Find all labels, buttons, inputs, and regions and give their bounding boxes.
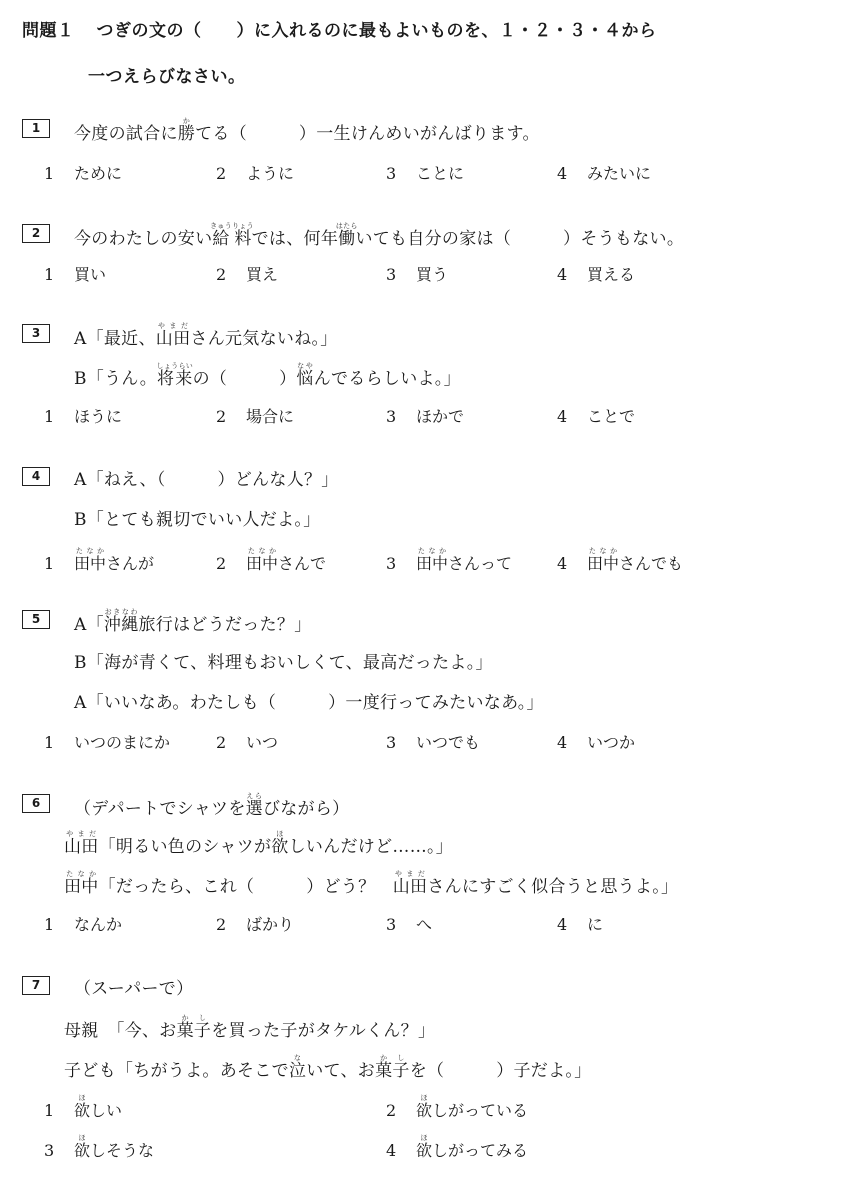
option-text: しそうな	[90, 1141, 155, 1160]
option-4[interactable]: 4 いつか	[557, 733, 636, 752]
ruby-text: やまだ	[392, 870, 428, 878]
option-3[interactable]: 3 ほかで	[386, 407, 465, 426]
question-line	[64, 830, 453, 857]
text: 旅行はどうだった？」	[138, 615, 312, 635]
question-line: A「いいなあ。わたしも（ ）一度行ってみたいなあ。」	[74, 693, 544, 713]
text: さんにすごく似合うと思うよ。」	[427, 877, 679, 897]
ruby: 田中たなか	[74, 547, 107, 573]
option-text: しい	[90, 1101, 123, 1120]
option-text: ほうに	[74, 407, 123, 426]
option-1[interactable]: 1 田中たなかさんが	[44, 547, 155, 573]
option-text: 買える	[587, 265, 636, 284]
ruby	[176, 1014, 212, 1041]
option-4[interactable]: 4 欲ほしがってみる	[386, 1134, 529, 1160]
ruby-text: ほ	[271, 830, 289, 838]
ruby-text: はたら	[335, 222, 358, 230]
text: A「	[74, 615, 104, 635]
ruby-text: なや	[296, 362, 314, 370]
option-1[interactable]: 1 いつのまにか	[44, 733, 171, 752]
option-text: に	[587, 915, 604, 934]
ruby-text: たなか	[587, 547, 619, 555]
option-3[interactable]: 3 欲ほしそうな	[44, 1134, 155, 1160]
ruby-base: 田中	[64, 877, 99, 897]
options	[22, 730, 822, 754]
ruby	[210, 222, 254, 249]
option-1[interactable]: 1 ほうに	[44, 407, 123, 426]
question-number: 6	[22, 794, 50, 813]
option-1[interactable]: 1 欲ほしい	[44, 1094, 123, 1120]
ruby-text: たなか	[416, 547, 448, 555]
option-text: 場合に	[246, 407, 295, 426]
option-4[interactable]: 4 田中たなかさんでも	[557, 547, 684, 573]
options	[22, 547, 822, 571]
ruby-base: 山田	[64, 837, 99, 857]
option-2[interactable]: 2 買え	[216, 265, 279, 284]
option-2[interactable]: 2 いつ	[216, 733, 279, 752]
ruby-text: な	[288, 1054, 307, 1062]
ruby-base: 山田	[155, 329, 191, 349]
ruby	[271, 830, 289, 857]
question-number: 2	[22, 224, 50, 243]
option-text: いつでも	[416, 733, 481, 752]
option-text: ことに	[416, 164, 465, 183]
ruby	[156, 362, 194, 389]
option-text: いつか	[587, 733, 636, 752]
question-line	[74, 322, 338, 349]
question-line: B「とても親切でいい人だよ。」	[74, 510, 321, 530]
ruby-text: ほ	[416, 1094, 432, 1102]
ruby: 田中たなか	[587, 547, 620, 573]
text: びながら）	[262, 799, 350, 819]
options	[22, 912, 822, 936]
question-line	[64, 870, 678, 897]
option-text: しがってみる	[432, 1141, 529, 1160]
ruby-text: やまだ	[155, 322, 191, 330]
instruction-text: つぎの文の（ ）に入れるのに最もよいものを、１・２・３・４から	[96, 21, 657, 41]
text: しいんだけど……。」	[288, 837, 454, 857]
ruby-base: 欲	[271, 837, 289, 857]
text: 子ども「ちがうよ。あそこで	[64, 1061, 289, 1081]
option-4[interactable]: 4 に	[557, 915, 604, 934]
ruby: 田中たなか	[416, 547, 449, 573]
option-text: 買う	[416, 265, 449, 284]
options	[22, 404, 822, 428]
option-3[interactable]: 3 田中たなかさんって	[386, 547, 513, 573]
option-text: ことで	[587, 407, 636, 426]
option-2[interactable]: 2 欲ほしがっている	[386, 1094, 529, 1120]
ruby-base: 沖縄	[103, 615, 139, 635]
option-1[interactable]: 1 ために	[44, 164, 123, 183]
ruby-base: 働	[335, 229, 358, 249]
question-number: 3	[22, 324, 50, 343]
option-2[interactable]: 2 ように	[216, 164, 295, 183]
option-3[interactable]: 3 ことに	[386, 164, 465, 183]
ruby-base: 勝	[177, 124, 196, 144]
ruby-text: かし	[375, 1054, 410, 1062]
ruby: 欲ほ	[416, 1094, 433, 1120]
option-2[interactable]: 2 田中たなかさんで	[216, 547, 327, 573]
option-text: いつ	[246, 733, 279, 752]
text: 今のわたしの安い	[74, 229, 213, 249]
ruby	[155, 322, 191, 349]
options	[22, 161, 822, 185]
text: では、何年	[251, 229, 339, 249]
ruby	[245, 792, 263, 819]
ruby	[392, 870, 428, 897]
text: いても自分の家は（ ）そうもない。	[355, 229, 685, 249]
option-text: ばかり	[246, 915, 295, 934]
ruby-text: ほ	[74, 1094, 90, 1102]
text: んでるらしいよ。」	[313, 369, 461, 389]
ruby	[375, 1054, 410, 1081]
text: さん元気ないね。」	[190, 329, 338, 349]
text: A「最近、	[74, 329, 156, 349]
question-line	[74, 792, 349, 819]
ruby	[288, 1054, 307, 1081]
option-text: ように	[246, 164, 295, 183]
option-text: へ	[416, 915, 433, 934]
ruby-text: たなか	[246, 547, 278, 555]
ruby-base: 将来	[156, 369, 194, 389]
text: 「だったら、これ（ ）どう？	[98, 877, 393, 897]
question-number: 5	[22, 610, 50, 629]
question-line	[74, 608, 312, 635]
option-2[interactable]: 2 場合に	[216, 407, 295, 426]
ruby	[64, 830, 99, 857]
ruby-text: やまだ	[64, 830, 99, 838]
options	[22, 1094, 822, 1118]
option-text: しがっている	[432, 1101, 529, 1120]
ruby: 欲ほ	[74, 1134, 91, 1160]
question-line: B「海が青くて、料理もおいしくて、最高だったよ。」	[74, 653, 493, 673]
problem-label: 問題１	[22, 21, 75, 41]
text: （デパートでシャツを	[74, 799, 246, 819]
question-number: 7	[22, 976, 50, 995]
option-1[interactable]: 1 なんか	[44, 915, 123, 934]
option-4[interactable]: 4 ことで	[557, 407, 636, 426]
option-3[interactable]: 3 いつでも	[386, 733, 481, 752]
text: B「うん。	[74, 369, 158, 389]
ruby-text: えら	[245, 792, 263, 800]
ruby-text: か	[177, 117, 196, 125]
text: 母親 「今、お	[64, 1021, 177, 1041]
ruby: 欲ほ	[74, 1094, 91, 1120]
text: 「明るい色のシャツが	[98, 837, 272, 857]
ruby	[64, 870, 99, 897]
question-line	[74, 362, 461, 389]
text: の（ ）	[192, 369, 297, 389]
ruby-text: きゅうりょう	[210, 222, 254, 230]
option-text: さんでも	[619, 554, 684, 573]
text: を買った子がタケルくん？」	[211, 1021, 436, 1041]
option-text: さんで	[278, 554, 327, 573]
option-2[interactable]: 2 ばかり	[216, 915, 295, 934]
ruby	[177, 117, 196, 144]
question-line: （スーパーで）	[74, 979, 194, 999]
ruby-text: しょうらい	[156, 362, 194, 370]
option-3[interactable]: 3 買う	[386, 265, 449, 284]
ruby-base: 菓子	[176, 1021, 212, 1041]
ruby-base: 給料	[210, 229, 254, 249]
question-line	[74, 117, 540, 144]
option-3[interactable]: 3 へ	[386, 915, 433, 934]
option-text: ほかで	[416, 407, 465, 426]
ruby-text: ほ	[416, 1134, 432, 1142]
ruby	[335, 222, 358, 249]
ruby-base: 菓子	[375, 1061, 410, 1081]
ruby-text: かし	[176, 1014, 212, 1022]
instruction-line-1	[22, 16, 657, 41]
option-text: さんって	[448, 554, 513, 573]
ruby	[103, 608, 139, 635]
ruby-base: 泣	[288, 1061, 307, 1081]
text: 今度の試合に	[74, 124, 178, 144]
option-text: さんが	[106, 554, 155, 573]
option-text: なんか	[74, 915, 123, 934]
option-text: ために	[74, 164, 123, 183]
question-number: 4	[22, 467, 50, 486]
ruby	[296, 362, 314, 389]
option-4[interactable]: 4 買える	[557, 265, 636, 284]
ruby-text: ほ	[74, 1134, 90, 1142]
ruby-text: おきなわ	[103, 608, 139, 616]
ruby-text: たなか	[64, 870, 99, 878]
options	[22, 262, 822, 286]
option-1[interactable]: 1 買い	[44, 265, 107, 284]
instruction-line-2: 一つえらびなさい。	[88, 67, 246, 87]
option-text: みたいに	[587, 164, 652, 183]
ruby: 田中たなか	[246, 547, 279, 573]
text: てる（ ）一生けんめいがんばります。	[195, 124, 540, 144]
question-line	[74, 222, 684, 249]
ruby: 欲ほ	[416, 1134, 433, 1160]
ruby-base: 山田	[392, 877, 428, 897]
ruby-base: 選	[245, 799, 263, 819]
question-line: A「ねえ、（ ）どんな人？」	[74, 470, 339, 490]
option-text: いつのまにか	[74, 733, 171, 752]
ruby-base: 悩	[296, 369, 314, 389]
options	[22, 1134, 822, 1158]
text: いて、お	[306, 1061, 376, 1081]
text: を（ ）子だよ。」	[409, 1061, 592, 1081]
question-number: 1	[22, 119, 50, 138]
question-line	[64, 1014, 435, 1041]
option-text: 買い	[74, 265, 107, 284]
option-text: 買え	[246, 265, 279, 284]
question-line	[64, 1054, 592, 1081]
option-4[interactable]: 4 みたいに	[557, 164, 652, 183]
ruby-text: たなか	[74, 547, 106, 555]
